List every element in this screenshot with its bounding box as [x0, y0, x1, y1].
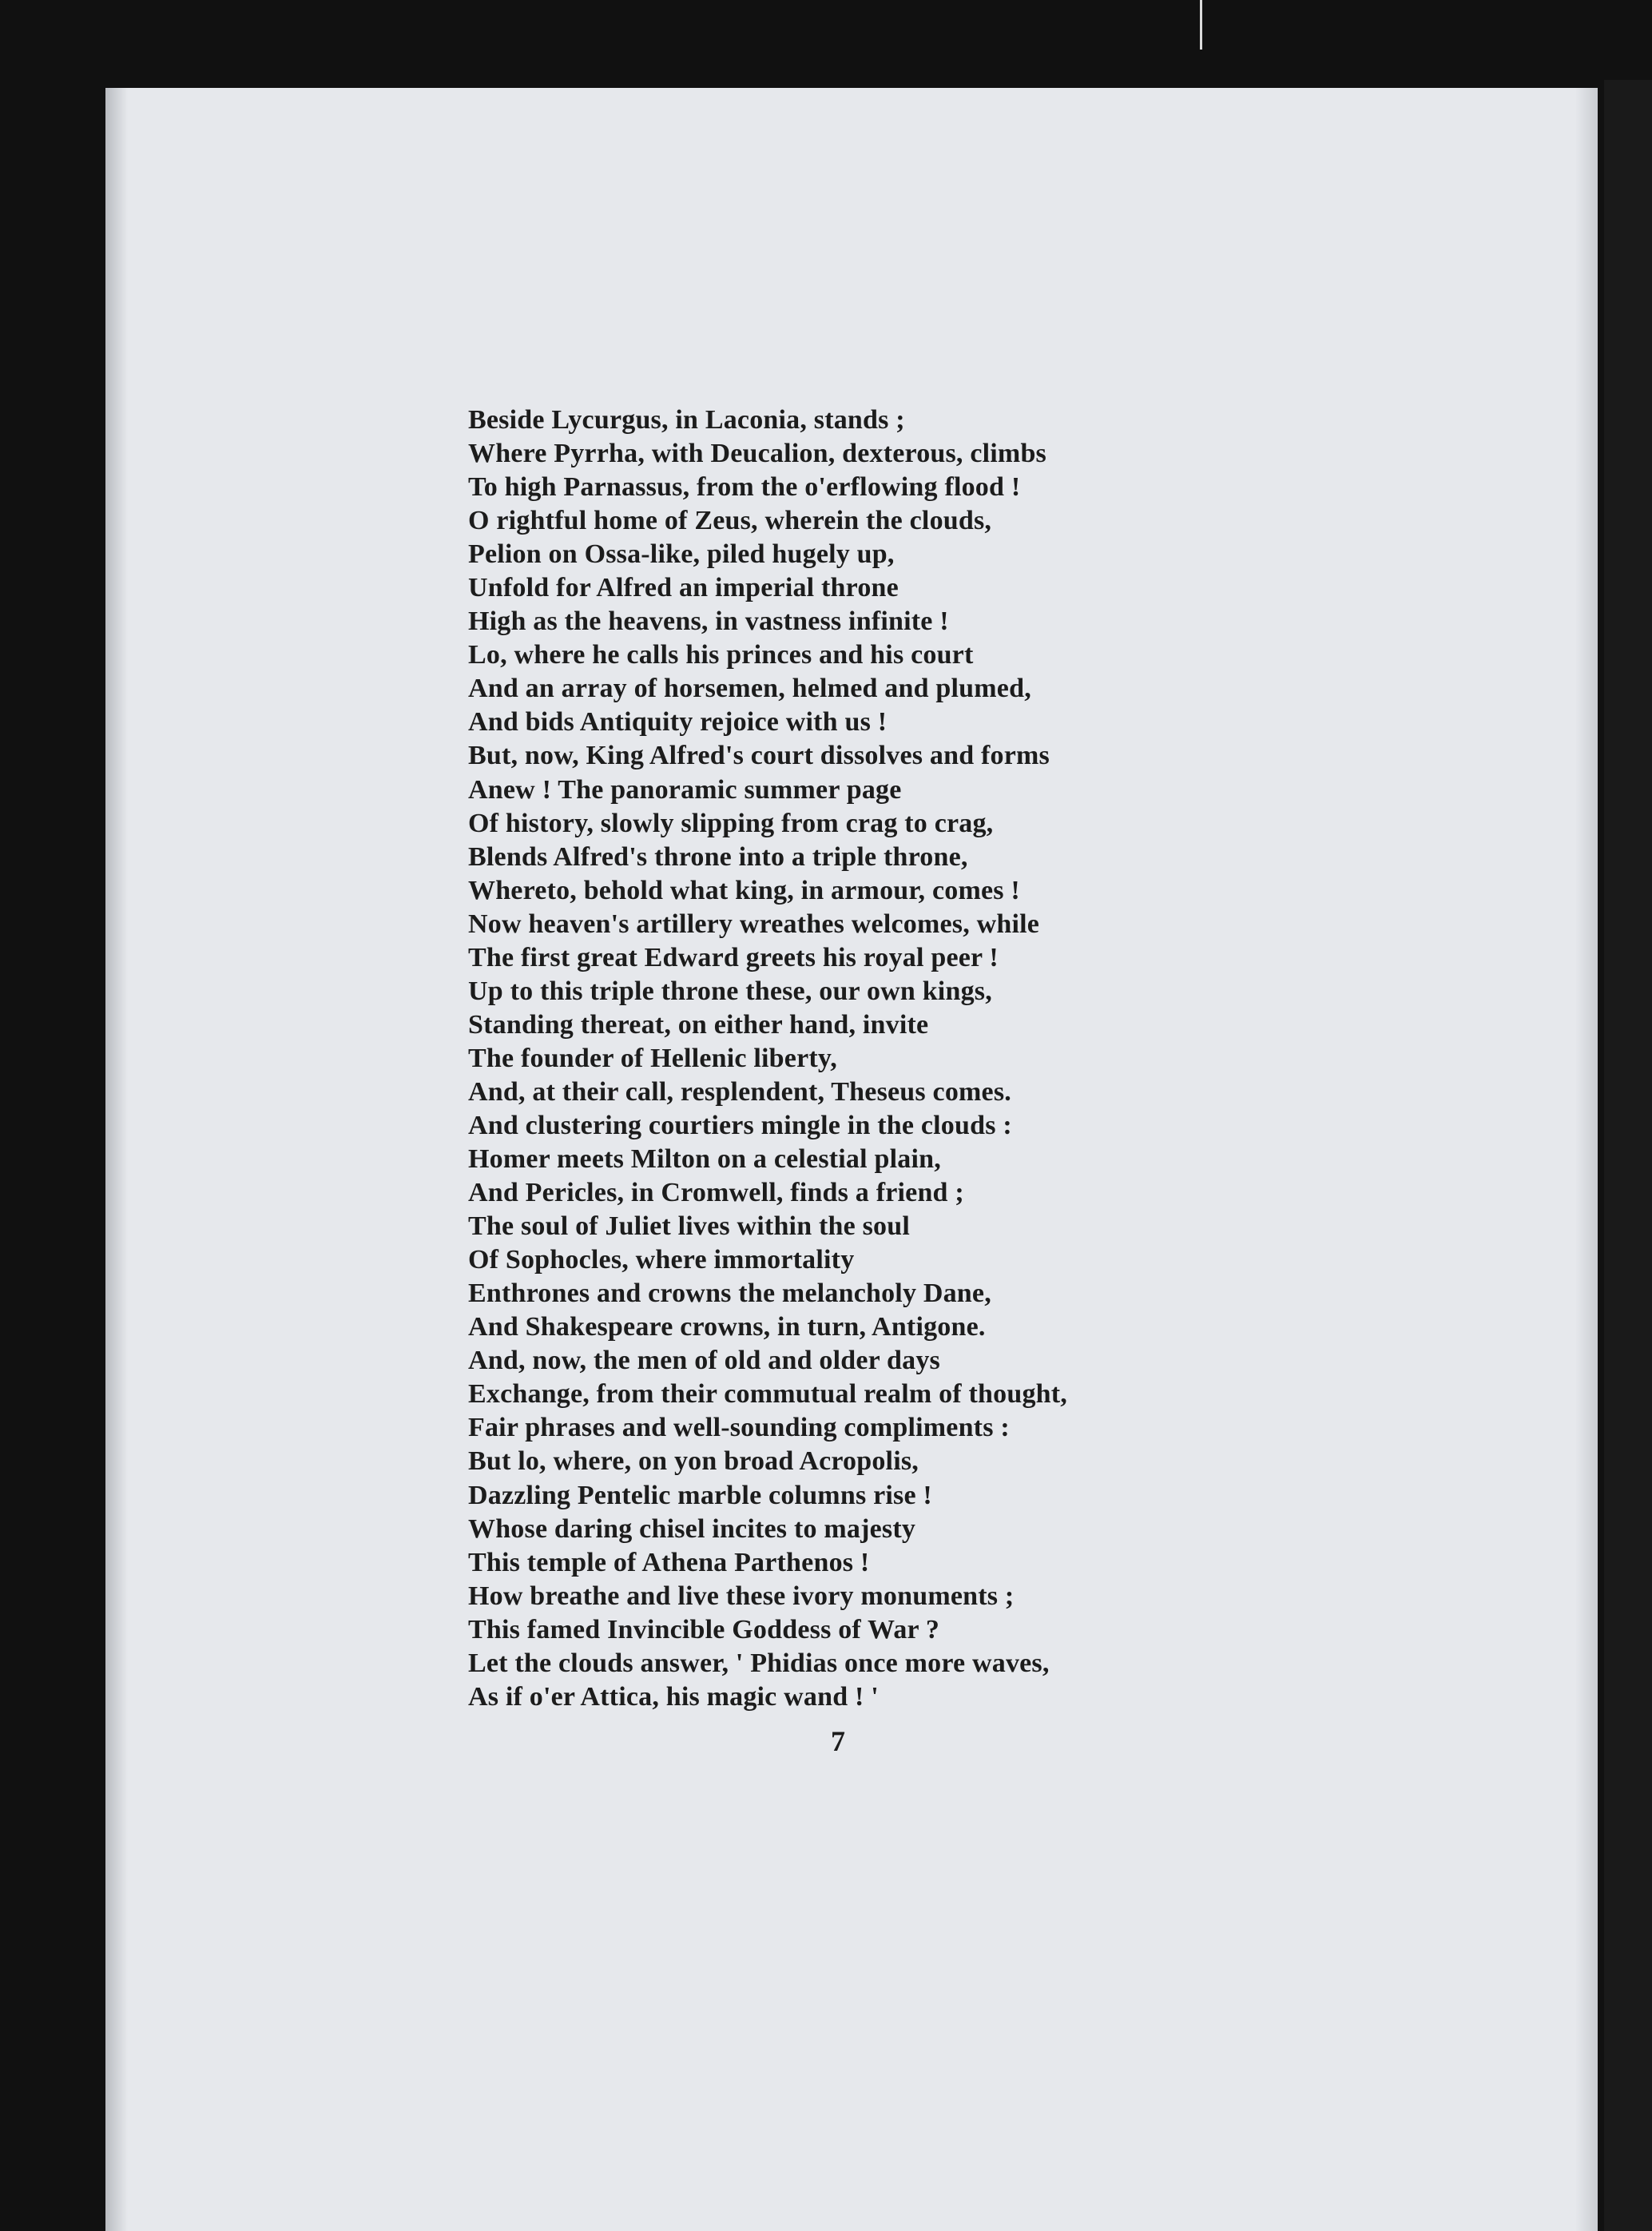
scan-border-right: [1604, 80, 1652, 2231]
poem-line: And clustering courtiers mingle in the clouds :: [468, 1110, 1012, 1140]
poem-line: Enthrones and crowns the melancholy Dane,: [468, 1279, 991, 1309]
poem-line: Homer meets Milton on a celestial plain,: [468, 1144, 941, 1175]
poem-line: Blends Alfred's throne into a triple throne,: [468, 841, 968, 872]
poem-line: Lo, where he calls his princes and his court: [468, 640, 974, 670]
poem-line: Now heaven's artillery wreathes welcomes, while: [468, 909, 1040, 939]
poem-line: The soul of Juliet lives within the soul: [468, 1211, 911, 1242]
poem-line: And bids Antiquity rejoice with us !: [468, 707, 888, 738]
poem-line: This temple of Athena Parthenos !: [468, 1547, 870, 1577]
poem-line: How breathe and live these ivory monuments ;: [468, 1581, 1015, 1611]
poem-line: Standing thereat, on either hand, invite: [468, 1009, 929, 1040]
poem-line: Of Sophocles, where immortality: [468, 1245, 855, 1275]
poem-line: The founder of Hellenic liberty,: [468, 1043, 837, 1073]
poem-line: To high Parnassus, from the o'erflowing flood !: [468, 472, 1021, 503]
page-edge-shadow: [1575, 88, 1598, 2231]
poem-line: Whereto, behold what king, in armour, comes !: [468, 875, 1020, 905]
poem-line: Up to this triple throne these, our own kings,: [468, 976, 992, 1006]
page-gutter-shadow: [105, 88, 128, 2231]
poem-line: This famed Invincible Goddess of War ?: [468, 1614, 940, 1644]
poem-line: Dazzling Pentelic marble columns rise !: [468, 1480, 932, 1510]
poem-line: O rightful home of Zeus, wherein the clouds,: [468, 506, 992, 536]
poem-line: As if o'er Attica, his magic wand ! ': [468, 1681, 879, 1712]
poem-line: But, now, King Alfred's court dissolves and forms: [468, 741, 1050, 771]
poem-line: Anew ! The panoramic summer page: [468, 774, 902, 805]
poem-line: Beside Lycurgus, in Laconia, stands ;: [468, 405, 905, 435]
poem-line: High as the heavens, in vastness infinite !: [468, 606, 949, 637]
poem-text: [468, 404, 1267, 1714]
poem-line: Unfold for Alfred an imperial throne: [468, 573, 899, 603]
poem-line: Where Pyrrha, with Deucalion, dexterous, climbs: [468, 439, 1046, 469]
poem-line: Let the clouds answer, ' Phidias once more waves,: [468, 1648, 1050, 1678]
poem-line: Whose daring chisel incites to majesty: [468, 1513, 916, 1544]
poem-line: Of history, slowly slipping from crag to crag,: [468, 808, 994, 838]
poem-line: And an array of horsemen, helmed and plumed,: [468, 674, 1031, 704]
scan-top-mark: [1200, 0, 1202, 50]
poem-line: And Pericles, in Cromwell, finds a friend ;: [468, 1178, 964, 1208]
poem-line: Pelion on Ossa-like, piled hugely up,: [468, 539, 895, 570]
page-number: 7: [831, 1725, 845, 1757]
poem-line: Fair phrases and well-sounding compliments :: [468, 1413, 1010, 1443]
poem-line: And, now, the men of old and older days: [468, 1346, 940, 1376]
poem-line: And, at their call, resplendent, Theseus comes.: [468, 1076, 1011, 1107]
poem-line: And Shakespeare crowns, in turn, Antigone.: [468, 1312, 986, 1342]
poem-line: Exchange, from their commutual realm of thought,: [468, 1379, 1067, 1410]
poem-line: But lo, where, on yon broad Acropolis,: [468, 1446, 919, 1477]
poem-line: The first great Edward greets his royal peer !: [468, 942, 999, 972]
